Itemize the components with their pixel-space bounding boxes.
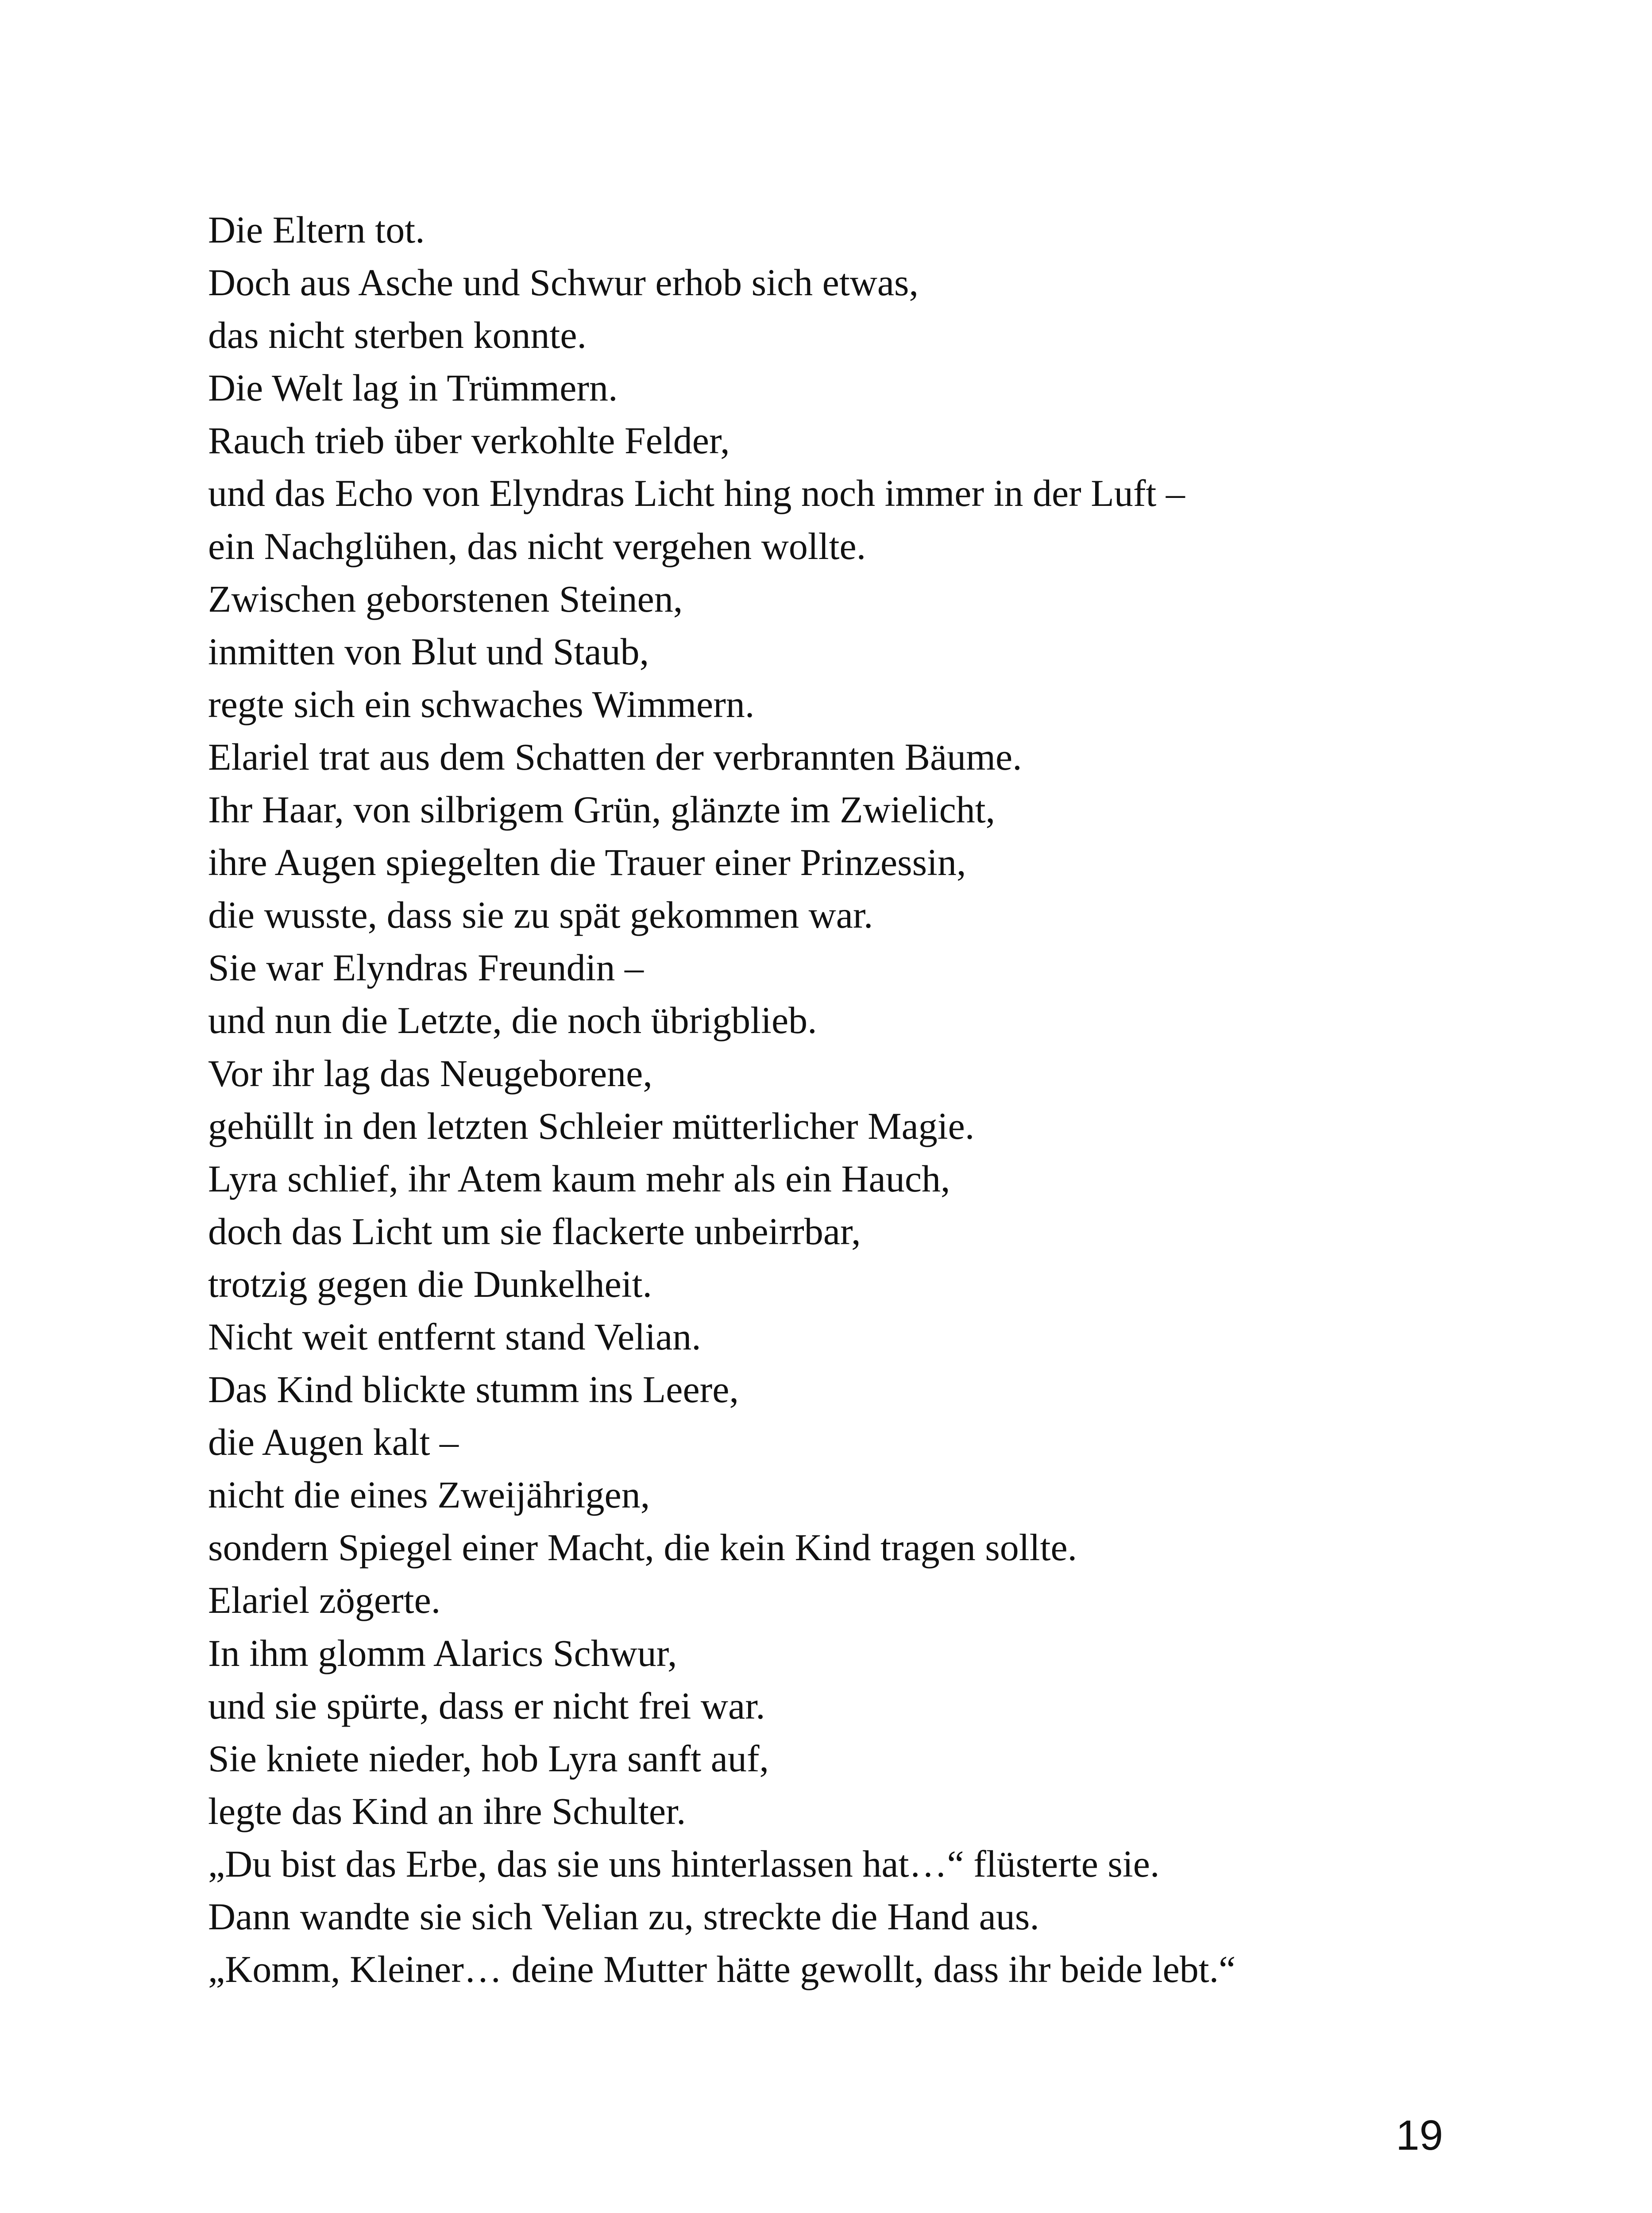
text-line: Sie kniete nieder, hob Lyra sanft auf, xyxy=(208,1737,769,1780)
text-line: Lyra schlief, ihr Atem kaum mehr als ein Hauch, xyxy=(208,1157,950,1200)
text-line: ihre Augen spiegelten die Trauer einer Prinzessin, xyxy=(208,841,966,884)
text-line: Sie war Elyndras Freundin – xyxy=(208,946,644,989)
text-line: ein Nachglühen, das nicht vergehen wollte. xyxy=(208,524,866,567)
poem-text xyxy=(208,204,1514,1996)
text-line: nicht die eines Zweijährigen, xyxy=(208,1473,650,1516)
text-line: Nicht weit entfernt stand Velian. xyxy=(208,1315,701,1358)
text-line: Dann wandte sie sich Velian zu, streckte die Hand aus. xyxy=(208,1895,1039,1938)
text-line: Doch aus Asche und Schwur erhob sich etwas, xyxy=(208,261,919,304)
text-line: regte sich ein schwaches Wimmern. xyxy=(208,682,755,725)
text-line: legte das Kind an ihre Schulter. xyxy=(208,1789,686,1832)
text-line: die wusste, dass sie zu spät gekommen war. xyxy=(208,894,873,937)
text-line: sondern Spiegel einer Macht, die kein Kind tragen sollte. xyxy=(208,1526,1077,1569)
text-line: das nicht sterben konnte. xyxy=(208,314,587,357)
text-line: Elariel zögerte. xyxy=(208,1579,441,1622)
text-line: Vor ihr lag das Neugeborene, xyxy=(208,1052,652,1095)
text-line: gehüllt in den letzten Schleier mütterlicher Magie. xyxy=(208,1104,975,1147)
text-line: trotzig gegen die Dunkelheit. xyxy=(208,1262,652,1305)
text-line: In ihm glomm Alarics Schwur, xyxy=(208,1631,677,1674)
text-line: Zwischen geborstenen Steinen, xyxy=(208,577,683,620)
text-line: die Augen kalt – xyxy=(208,1421,459,1464)
page-number: 19 xyxy=(1396,2112,1443,2159)
text-line: doch das Licht um sie flackerte unbeirrbar, xyxy=(208,1210,861,1253)
text-line: Das Kind blickte stumm ins Leere, xyxy=(208,1368,739,1411)
text-line: inmitten von Blut und Staub, xyxy=(208,630,649,673)
text-line: „Du bist das Erbe, das sie uns hinterlassen hat…“ flüsterte sie. xyxy=(208,1842,1160,1885)
text-line: Elariel trat aus dem Schatten der verbrannten Bäume. xyxy=(208,735,1022,778)
text-line: und sie spürte, dass er nicht frei war. xyxy=(208,1684,765,1727)
text-line: Ihr Haar, von silbrigem Grün, glänzte im Zwielicht, xyxy=(208,788,996,831)
text-line: Die Eltern tot. xyxy=(208,208,425,251)
text-line: „Komm, Kleiner… deine Mutter hätte gewollt, dass ihr beide lebt.“ xyxy=(208,1948,1236,1991)
text-line: und nun die Letzte, die noch übrigblieb. xyxy=(208,999,817,1042)
text-line: Rauch trieb über verkohlte Felder, xyxy=(208,419,730,462)
text-line: und das Echo von Elyndras Licht hing noch immer in der Luft – xyxy=(208,472,1185,515)
text-line: Die Welt lag in Trümmern. xyxy=(208,366,618,409)
